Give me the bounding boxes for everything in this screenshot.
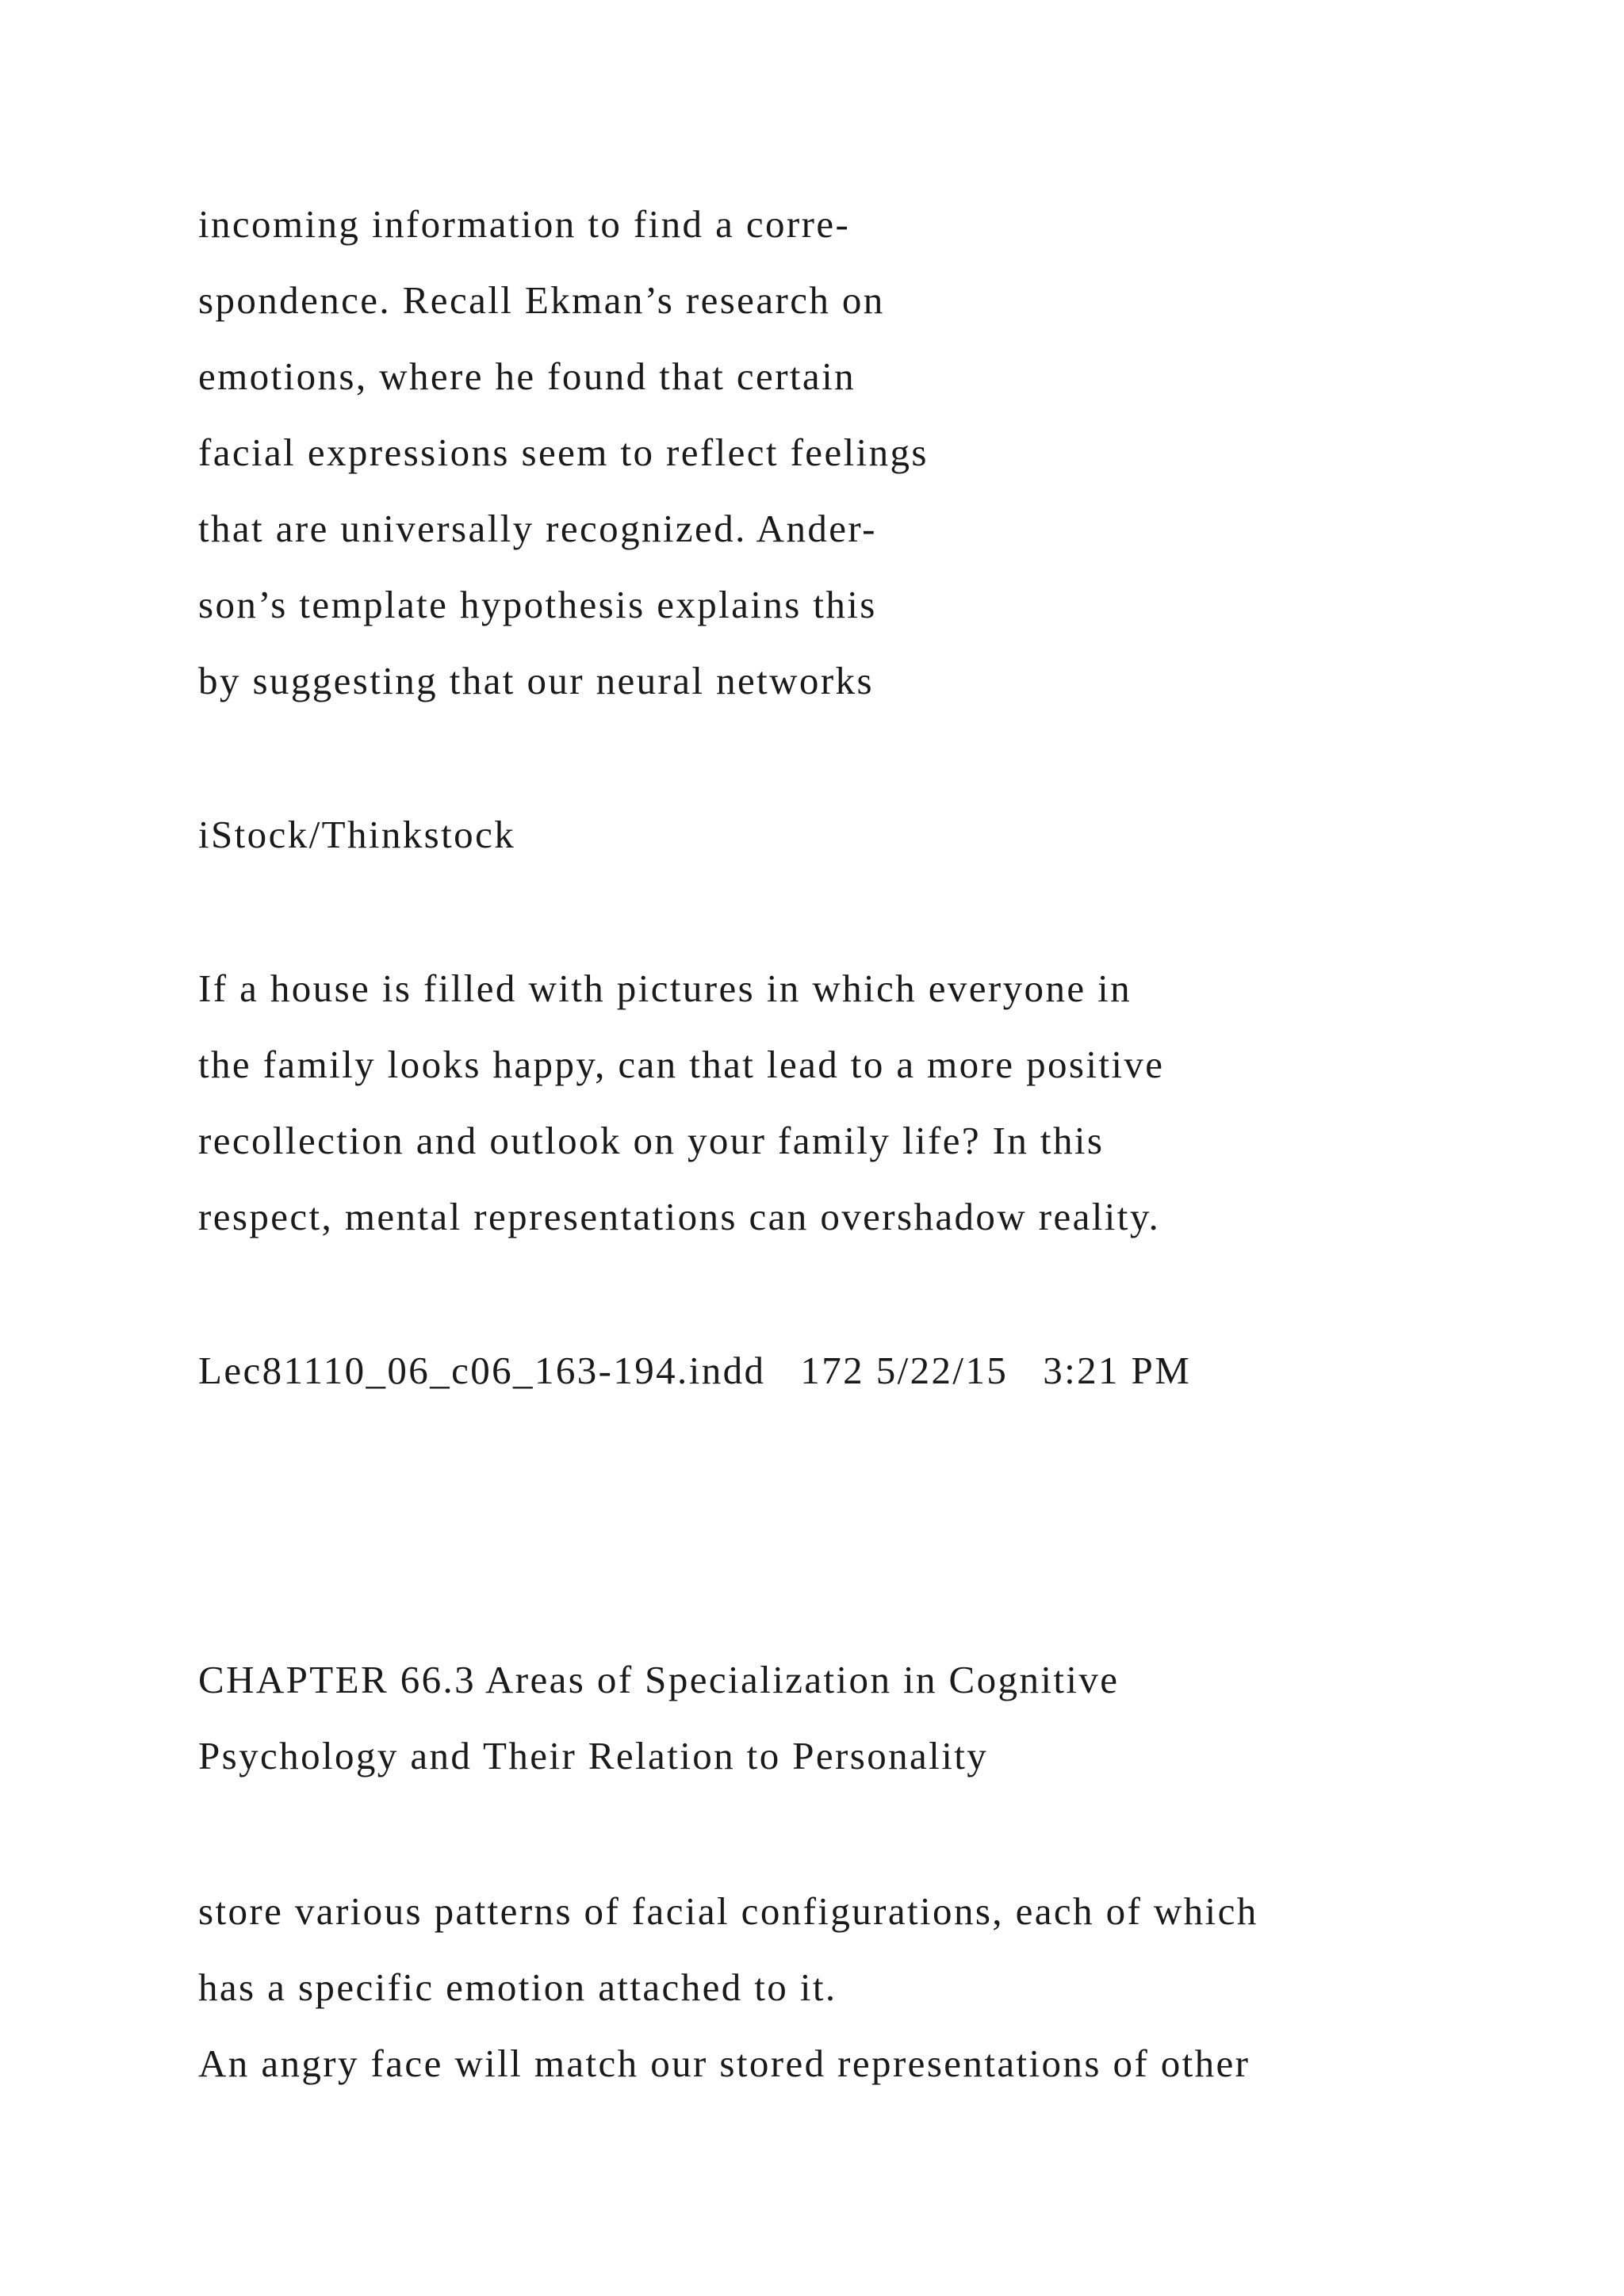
photo-credit: iStock/Thinkstock (198, 813, 516, 856)
text-line: son’s template hypothesis explains this (198, 583, 877, 626)
caption-line: the family looks happy, can that lead to a more positive (198, 1043, 1165, 1086)
text-line: An angry face will match our stored representations of other (198, 2042, 1251, 2085)
text-line: facial expressions seem to reflect feelings (198, 430, 929, 474)
text-line: emotions, where he found that certain (198, 354, 856, 398)
running-head-line: Psychology and Their Relation to Personality (198, 1734, 989, 1777)
caption-line: If a house is filled with pictures in which everyone in (198, 966, 1132, 1010)
text-line: by suggesting that our neural networks (198, 659, 874, 702)
caption-line: respect, mental representations can overshadow reality. (198, 1195, 1161, 1238)
text-line: incoming information to find a corre- (198, 202, 851, 246)
text-line: spondence. Recall Ekman’s research on (198, 278, 885, 322)
caption-line: recollection and outlook on your family life? In this (198, 1119, 1105, 1162)
text-line: has a specific emotion attached to it. (198, 1965, 837, 2009)
text-line: that are universally recognized. Ander- (198, 507, 877, 550)
text-line: store various patterns of facial configurations, each of which (198, 1889, 1258, 1933)
file-slug: Lec81110_06_c06_163-194.indd 172 5/22/15 3:21 PM (198, 1349, 1192, 1392)
running-head-line: CHAPTER 66.3 Areas of Specialization in Cognitive (198, 1658, 1120, 1701)
